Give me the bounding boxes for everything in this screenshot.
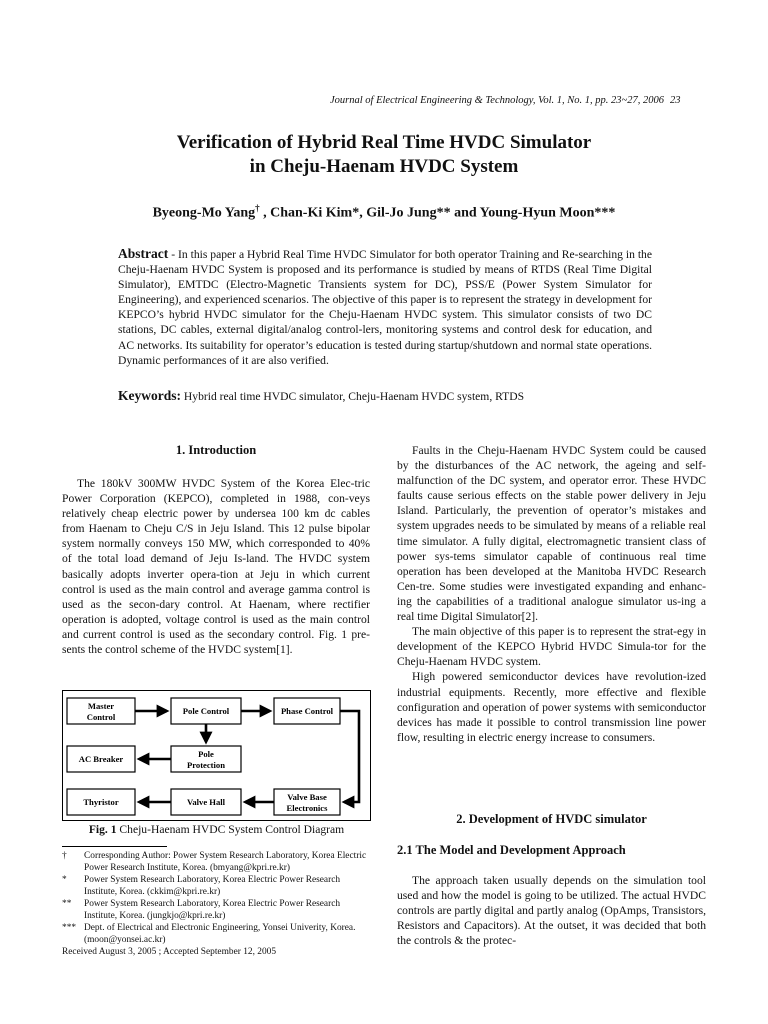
label-thyristor: Thyristor: [83, 797, 119, 807]
label-phase-control: Phase Control: [280, 706, 334, 716]
abstract: [118, 246, 652, 368]
label-master: Master: [87, 701, 115, 711]
figure-caption-text: Cheju-Haenam HVDC System Control Diagram: [116, 823, 345, 836]
title-line-1: Verification of Hybrid Real Time HVDC Simulator: [176, 132, 592, 153]
footnote-mark: **: [62, 899, 72, 909]
footnotes: [62, 850, 370, 958]
title-line-2: in Cheju-Haenam HVDC System: [249, 156, 519, 177]
abstract-label: Abstract: [118, 246, 169, 261]
right-column-bottom: [397, 873, 706, 948]
label-valve-base: Valve Base: [287, 792, 327, 802]
received-dates: Received August 3, 2005 ; Accepted September 12, 2005: [62, 947, 277, 957]
label-electronics: Electronics: [286, 803, 328, 813]
right-paragraph-faults: Faults in the Cheju-Haenam HVDC System could be caused by the disturbances of the AC network, the ageing and self-malfunction of the DC system, and operator error. These HVDC faults cause serious effects on the stable power delivery in Jeju Island. Particularly, the prevention of operator’s mistakes and system upgrades needs to be simulated by means of a reliable real time simulator. A fully digital, electromagnetic transient class of power sys-tems simulator capable of continuous real time operation has been developed at the Manitoba HVDC Research Cen-tre. Some studies were investigated expanding and enhanc-ing the capabilities of a traditional analogue simulator us-ing a real time Digital Simulator[2].: [397, 444, 706, 624]
right-paragraph-semiconductor: High powered semiconductor devices have revolution-ized industrial equipments. Recently, more effective and flexible configuration and operation of power systems with semiconductor devices has made it possible to control transmission line power flow, resulting in electric energy increase to consumers.: [397, 670, 706, 744]
figure-1-caption: [62, 823, 371, 836]
footnote-mark: *: [62, 875, 67, 885]
section-heading-introduction: 1. Introduction: [175, 443, 257, 457]
footnote-item: [62, 898, 370, 922]
keywords: [118, 388, 678, 404]
arrow-phase-to-vbe: [340, 711, 359, 802]
footnote-text: Corresponding Author: Power System Research Laboratory, Korea Electric Power Research Institute, Korea. (bmyang@kpri.re.kr): [84, 851, 367, 873]
paper-title: [60, 131, 708, 179]
label-protection: Protection: [186, 760, 226, 770]
footnote-text: Power System Research Laboratory, Korea Electric Power Research Institute, Korea. (ckkim@kpri.re.kr): [84, 875, 341, 897]
running-header: [330, 95, 710, 106]
author-first-mark: †: [255, 203, 260, 213]
author-list: [60, 203, 708, 222]
section-heading-development: 2. Development of HVDC simulator: [456, 812, 647, 826]
footnote-text: Dept. of Electrical and Electronic Engineering, Yonsei Univerity, Korea. (moon@yonsei.ac.kr): [84, 923, 356, 945]
figure-caption-label: Fig. 1: [88, 823, 117, 836]
footnote-item: [62, 874, 370, 898]
right-paragraph-approach: The approach taken usually depends on the simulation tool used and how the model is going to be utilized. The actual HVDC controls are partly digital and partly analog (OpAmps, Transistors, Resistors and Capacitors). At the outset, it was decided that both the controls & the protec-: [397, 874, 706, 948]
label-pole: Pole: [198, 749, 214, 759]
page-number: 23: [669, 95, 681, 106]
abstract-dash: -: [168, 248, 178, 261]
intro-body: [62, 476, 370, 657]
control-diagram-svg: [63, 691, 370, 820]
label-pole-control: Pole Control: [182, 706, 230, 716]
right-paragraph-objective: The main objective of this paper is to represent the strat-egy in development of the KEPCO Hybrid HVDC Simula-tor for the Cheju-Haenam HVDC system.: [397, 625, 706, 669]
author-first: Byeong-Mo Yang: [152, 205, 256, 221]
footnote-text: Power System Research Laboratory, Korea Electric Power Research Institute, Korea. (jungkjo@kpri.re.kr): [84, 899, 341, 921]
abstract-text: In this paper a Hybrid Real Time HVDC Simulator for both operator Training and Re-searching in the Cheju-Haenam HVDC System is proposed and its performance is studied by means of RTDS (Real Time Digital Simulator), EMTDC (Electro-Magnetic Transients system for DC), PSS/E (Power System Simulator for Engineering), and experienced scenarios. The objective of this paper is to represent the strategy in development for KEPCO’s hybrid HVDC simulator for the Cheju-Haenam HVDC system. This simulator consists of two DC stations, DC cables, external digital/analog control-lers, monitoring systems and control desk for education, and AC networks. Its suitability for operator’s education is tested during startup/shutdown and normal state operations. Dynamic performances of it are also verified.: [118, 248, 652, 367]
keywords-text: Hybrid real time HVDC simulator, Cheju-Haenam HVDC system, RTDS: [181, 390, 525, 403]
right-column-top: [397, 443, 706, 745]
figure-1-diagram: [62, 690, 371, 821]
label-control: Control: [86, 712, 116, 722]
keywords-label: Keywords:: [118, 388, 181, 403]
footnote-item: [62, 850, 370, 874]
journal-citation: Journal of Electrical Engineering & Technology, Vol. 1, No. 1, pp. 23~27, 2006: [330, 95, 664, 106]
intro-paragraph: The 180kV 300MW HVDC System of the Korea Elec-tric Power Corporation (KEPCO), completed in 1988, con-veys relatively cheap electric power by undersea 100 km dc cables from Haenam to Cheju C/S in Jeju Island. This 12 pulse bipolar system normally conveys 150 MW, which corresponded to 40% of the total load demand of Jeju Is-land. The HVDC system basically adopts inverter opera-tion at Jeju in which current control is used as the main control and average gamma control is used as the secon-dary control. At Haenam, where rectifier operation is adopted, voltage control is used as the main control and current control is used as the secondary control. Fig. 1 pre-sents the control scheme of the HVDC system[1].: [62, 477, 370, 657]
label-valve-hall: Valve Hall: [186, 797, 226, 807]
subsection-heading-model: 2.1 The Model and Development Approach: [397, 843, 626, 857]
footnote-item: [62, 922, 370, 946]
footnote-mark: †: [62, 851, 67, 861]
footnote-rule: [62, 846, 167, 847]
label-ac-breaker: AC Breaker: [78, 754, 124, 764]
footnote-mark: ***: [62, 923, 77, 933]
author-rest: , Chan-Ki Kim*, Gil-Jo Jung** and Young-Hyun Moon***: [259, 205, 616, 221]
